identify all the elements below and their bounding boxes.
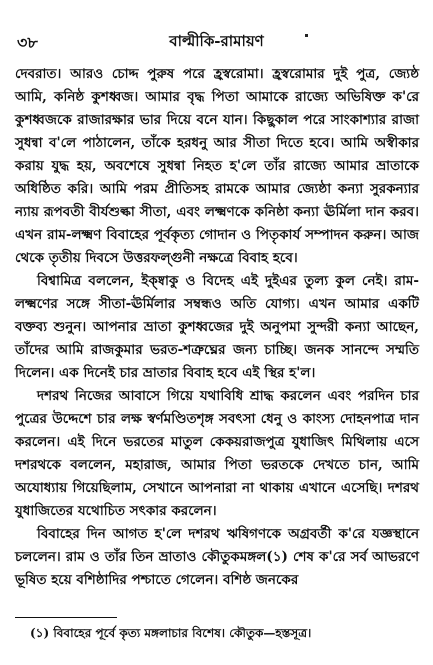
paragraph: দশরথ নিজের আবাসে গিয়ে যথাবিধি শ্রাদ্ধ করলেন এবং পরদিন চার পুত্রের উদ্দেশে চার লক্ষ স্বর্ণমণ্ডিতশৃঙ্গ সবৎসা ধেনু ও কাংস্য দোহনপাত্র দান করলেন। এই দিনে ভরতের মাতুল কেকয়রাজপুত্র যুধাজিৎ মিথিলায় এসে দশরথকে বললেন, মহারাজ, আমার পিতা ভরতকে দেখতে চান, আমি অযোধ্যায় গিয়েছিলাম, সেখানে আপনারা না থাকায় এখানে এসেছি। দশরথ যুধাজিতের যথোচিত সৎকার করলেন। xyxy=(15,388,419,519)
paragraph: বিবাহের দিন আগত হ'লে দশরথ ঋষিগণকে অগ্রবর্তী ক'রে যজ্ঞস্থানে চললেন। রাম ও তাঁর তিন ভ্রাতাও কৌতুকমঙ্গল(১) শেষ ক'রে সর্ব আভরণে ভূষিত হয়ে বশিষ্ঠাদির পশ্চাতে গেলেন। বশিষ্ঠ জনকের xyxy=(15,526,419,588)
body-text xyxy=(15,63,419,592)
page-number: ৩৮ xyxy=(17,33,38,52)
running-title: বাল্মীকি-রামায়ণ xyxy=(169,32,264,50)
paragraph: দেবরাত। আরও চোদ্দ পুরুষ পরে হ্রস্বরোমা। হ্রস্বরোমার দুই পুত্র, জ্যেষ্ঠ আমি, কনিষ্ঠ কুশধ্বজ। আমার বৃদ্ধ পিতা আমাকে রাজ্যে অভিষিক্ত ক'রে কুশধ্বজকে রাজারক্ষার ভার দিয়ে বনে যান। কিছুকাল পরে সাংকাশ্যার রাজা সুধন্বা ব'লে পাঠালেন, তাঁকে হরধনু আর সীতা দিতে হবে। আমি অস্বীকার করায় যুদ্ধ হয়, অবশেষে সুধন্বা নিহত হ'লে তাঁর রাজ্যে আমার ভ্রাতাকে অধিষ্ঠিত করি। আমি পরম প্রীতিসহ রামকে আমার জ্যেষ্ঠা কন্যা সুরকন্যার ন্যায় রূপবতী বীর্যশুল্কা সীতা, এবং লক্ষ্মণকে কনিষ্ঠা কন্যা ঊর্মিলা দান করব। এখন রাম-লক্ষ্মণ বিবাহের পূর্বকৃত্য গোদান ও পিতৃকার্য সম্পাদন করুন। আজ থেকে তৃতীয় দিবসে উত্তরফল্গুনী নক্ষত্রে বিবাহ হবে। xyxy=(15,66,419,266)
footnote: (১) বিবাহের পূর্বে কৃত্য মঙ্গলাচার বিশেষ। কৌতুক—হস্তসূত্র। xyxy=(30,626,312,640)
print-mark xyxy=(305,34,308,37)
page-header xyxy=(15,30,418,56)
paragraph: বিশ্বামিত্র বললেন, ইক্ষ্বাকু ও বিদেহ এই দুইএর তুল্য কুল নেই। রাম-লক্ষ্মণের সঙ্গে সীতা-ঊর্মিলার সম্বন্ধও অতি যোগ্য। এখন আমার একটি বক্তব্য শুনুন। আপনার ভ্রাতা কুশধ্বজের দুই অনুপমা সুন্দরী কন্যা আছেন, তাঁদের আমি রাজকুমার ভরত-শত্রুঘ্নের জন্য চাচ্ছি। জনক সানন্দে সম্মতি দিলেন। এক দিনেই চার ভ্রাতার বিবাহ হবে এই স্থির হ'ল। xyxy=(15,273,419,381)
footnote-divider xyxy=(15,617,117,618)
